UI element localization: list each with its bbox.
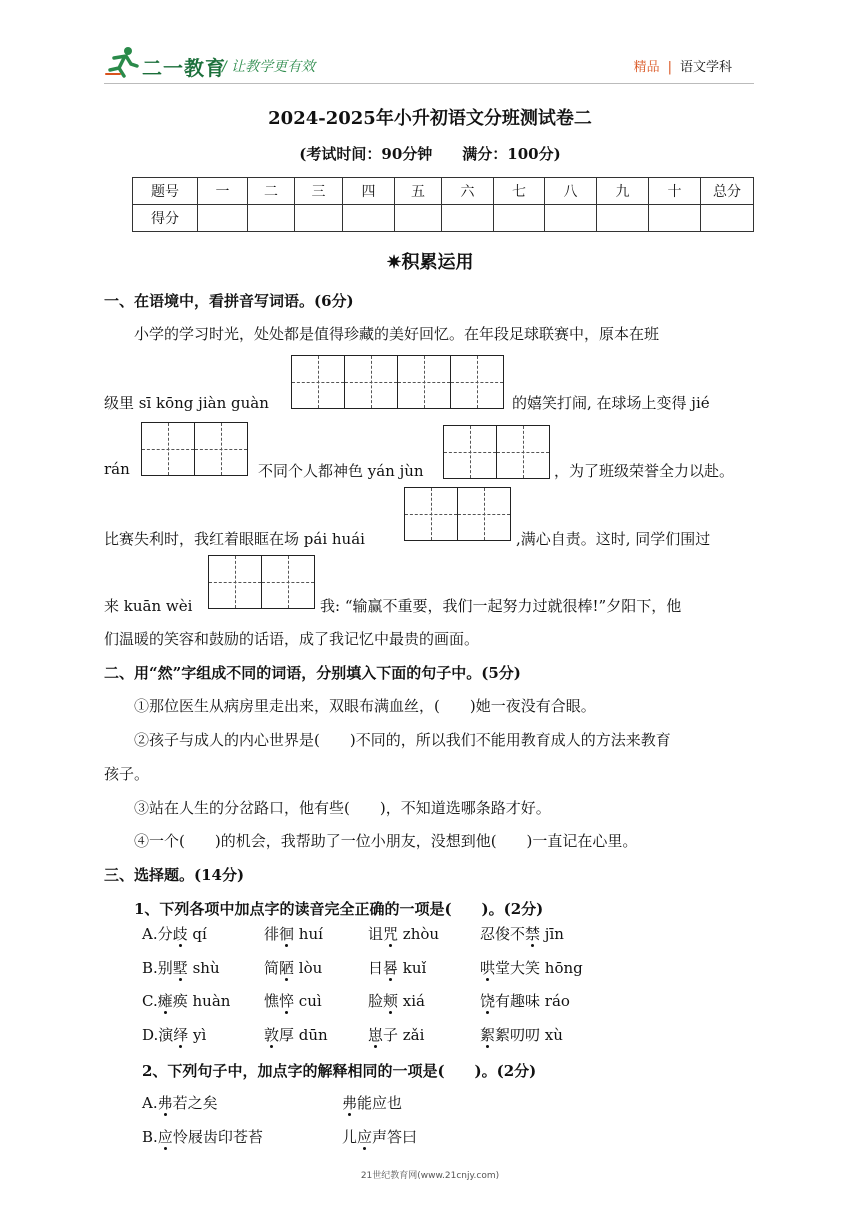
score-table-cell: 三 (295, 178, 343, 205)
score-input-cell[interactable] (295, 205, 343, 232)
score-input-cell[interactable] (649, 205, 701, 232)
exam-info: (考试时间：90分钟 满分：100分) (299, 145, 561, 163)
q3-sub2-option-b-word: 儿应声答曰 (342, 1128, 418, 1146)
answer-grid-paihuai[interactable] (404, 487, 511, 541)
q3-sub1-option-a-word: 诅咒 zhòu (368, 925, 440, 943)
q3-sub1-option-d-word: 絮絮叨叨 xù (480, 1026, 563, 1044)
score-input-cell[interactable] (248, 205, 295, 232)
q3-sub1-option-c-word: 憔悴 cuì (264, 992, 322, 1010)
q3-sub1-option-b-word: 简陋 lòu (264, 959, 323, 977)
question-1-heading: 一、在语境中，看拼音写词语。(6分) (104, 292, 354, 310)
answer-grid-kuanwei[interactable] (208, 555, 315, 609)
score-input-cell[interactable] (494, 205, 545, 232)
q2-sentence: 孩子。 (104, 765, 150, 783)
score-input-cell[interactable] (198, 205, 248, 232)
q3-sub2-option-a[interactable]: A.弗若之矣 (142, 1094, 218, 1112)
logo-text: 二一教育 (142, 56, 226, 80)
q1-text-line: 比赛失利时，我红着眼眶在场 pái huái (104, 530, 365, 548)
score-table-cell: 六 (442, 178, 494, 205)
q3-sub1-stem: 1、下列各项中加点字的读音完全正确的一项是( )。(2分) (134, 900, 544, 918)
q1-text-line: 我: “输赢不重要，我们一起努力过就很棒!”夕阳下，他 (320, 597, 682, 615)
q3-sub1-option-b-word: 日晷 kuǐ (368, 959, 427, 977)
header-divider (104, 83, 754, 84)
q2-sentence: ③站在人生的分岔路口，他有些( )，不知道选哪条路才好。 (134, 799, 551, 817)
q3-sub2-stem: 2、下列句子中，加点字的解释相同的一项是( )。(2分) (142, 1062, 537, 1080)
q3-sub1-option-c-word: 脸颊 xiá (368, 992, 425, 1010)
page-title: 2024-2025年小升初语文分班测试卷二 (268, 108, 592, 129)
score-table-cell: 九 (597, 178, 649, 205)
q3-sub1-option-c-word: 饶有趣味 ráo (480, 992, 570, 1010)
score-table-cell: 一 (198, 178, 248, 205)
section-title: ✷积累运用 (386, 252, 474, 273)
q3-sub1-option-d[interactable]: D.演绎 yì (142, 1026, 207, 1044)
score-table-cell: 二 (248, 178, 295, 205)
header-subject (634, 56, 732, 75)
score-table-cell: 八 (545, 178, 597, 205)
q1-text-line: 们温暖的笑容和鼓励的话语，成了我记忆中最贵的画面。 (104, 630, 480, 648)
score-table-cell: 得分 (133, 205, 198, 232)
score-input-cell[interactable] (343, 205, 395, 232)
q3-sub1-option-d-word: 敦厚 dūn (264, 1026, 328, 1044)
q1-text-line: rán (104, 460, 130, 478)
score-table-cell: 总分 (701, 178, 754, 205)
q2-sentence: ④一个( )的机会，我帮助了一位小朋友，没想到他( )一直记在心里。 (134, 832, 638, 850)
answer-grid-sikongjianguan[interactable] (291, 355, 504, 409)
score-input-cell[interactable] (442, 205, 494, 232)
header-separator: | (667, 60, 672, 75)
q3-sub2-option-b[interactable]: B.应怜屐齿印苍苔 (142, 1128, 263, 1146)
score-table-header-row (133, 178, 754, 205)
score-table-cell: 七 (494, 178, 545, 205)
q3-sub2-option-a-word: 弗能应也 (342, 1094, 403, 1112)
score-table-score-row (133, 205, 754, 232)
q3-sub1-option-a[interactable]: A.分歧 qí (142, 925, 207, 943)
q1-text-line: 小学的学习时光，处处都是值得珍藏的美好回忆。在年段足球联赛中，原本在班 (134, 325, 660, 343)
q1-text-line: ,满心自责。这时, 同学们围过 (516, 530, 711, 548)
q3-sub1-option-b[interactable]: B.别墅 shù (142, 959, 220, 977)
logo-runner-icon (104, 46, 140, 82)
q3-sub1-option-b-word: 哄堂大笑 hōng (480, 959, 583, 977)
score-table-cell: 四 (343, 178, 395, 205)
q1-text-line: 来 kuān wèi (104, 597, 193, 615)
answer-grid-jieran[interactable] (141, 422, 248, 476)
q3-sub1-option-c[interactable]: C.瘫痪 huàn (142, 992, 231, 1010)
q1-text-line: 不同个人都神色 yán jùn (258, 462, 424, 480)
slogan: / 让教学更有效 (222, 59, 316, 75)
header-premium: 精品 (633, 60, 660, 75)
score-table (132, 177, 754, 232)
q1-text-line: 的嬉笑打闹, 在球场上变得 jié (512, 394, 710, 412)
answer-grid-yanjun[interactable] (443, 425, 550, 479)
footer-source: 21世纪教育网(www.21cnjy.com) (360, 1171, 500, 1181)
q1-text-line: 级里 sī kōng jiàn guàn (104, 394, 269, 412)
score-table-cell: 十 (649, 178, 701, 205)
header-subject-label: 语文学科 (679, 60, 732, 75)
q1-text-line: ，为了班级荣誉全力以赴。 (554, 462, 735, 480)
score-input-cell[interactable] (395, 205, 442, 232)
q2-sentence: ②孩子与成人的内心世界是( )不同的，所以我们不能用教育成人的方法来教育 (134, 731, 671, 749)
q3-sub1-option-d-word: 崽子 zǎi (368, 1026, 425, 1044)
score-input-cell[interactable] (597, 205, 649, 232)
question-2-heading: 二、用“然”字组成不同的词语，分别填入下面的句子中。(5分) (104, 664, 521, 682)
score-input-cell[interactable] (701, 205, 754, 232)
q3-sub1-option-a-word: 徘徊 huí (264, 925, 323, 943)
score-table-cell: 五 (395, 178, 442, 205)
q2-sentence: ①那位医生从病房里走出来，双眼布满血丝，( )她一夜没有合眼。 (134, 697, 596, 715)
score-table-cell: 题号 (133, 178, 198, 205)
q3-sub1-option-a-word: 忍俊不禁 jīn (480, 925, 564, 943)
score-input-cell[interactable] (545, 205, 597, 232)
question-3-heading: 三、选择题。(14分) (104, 866, 245, 884)
